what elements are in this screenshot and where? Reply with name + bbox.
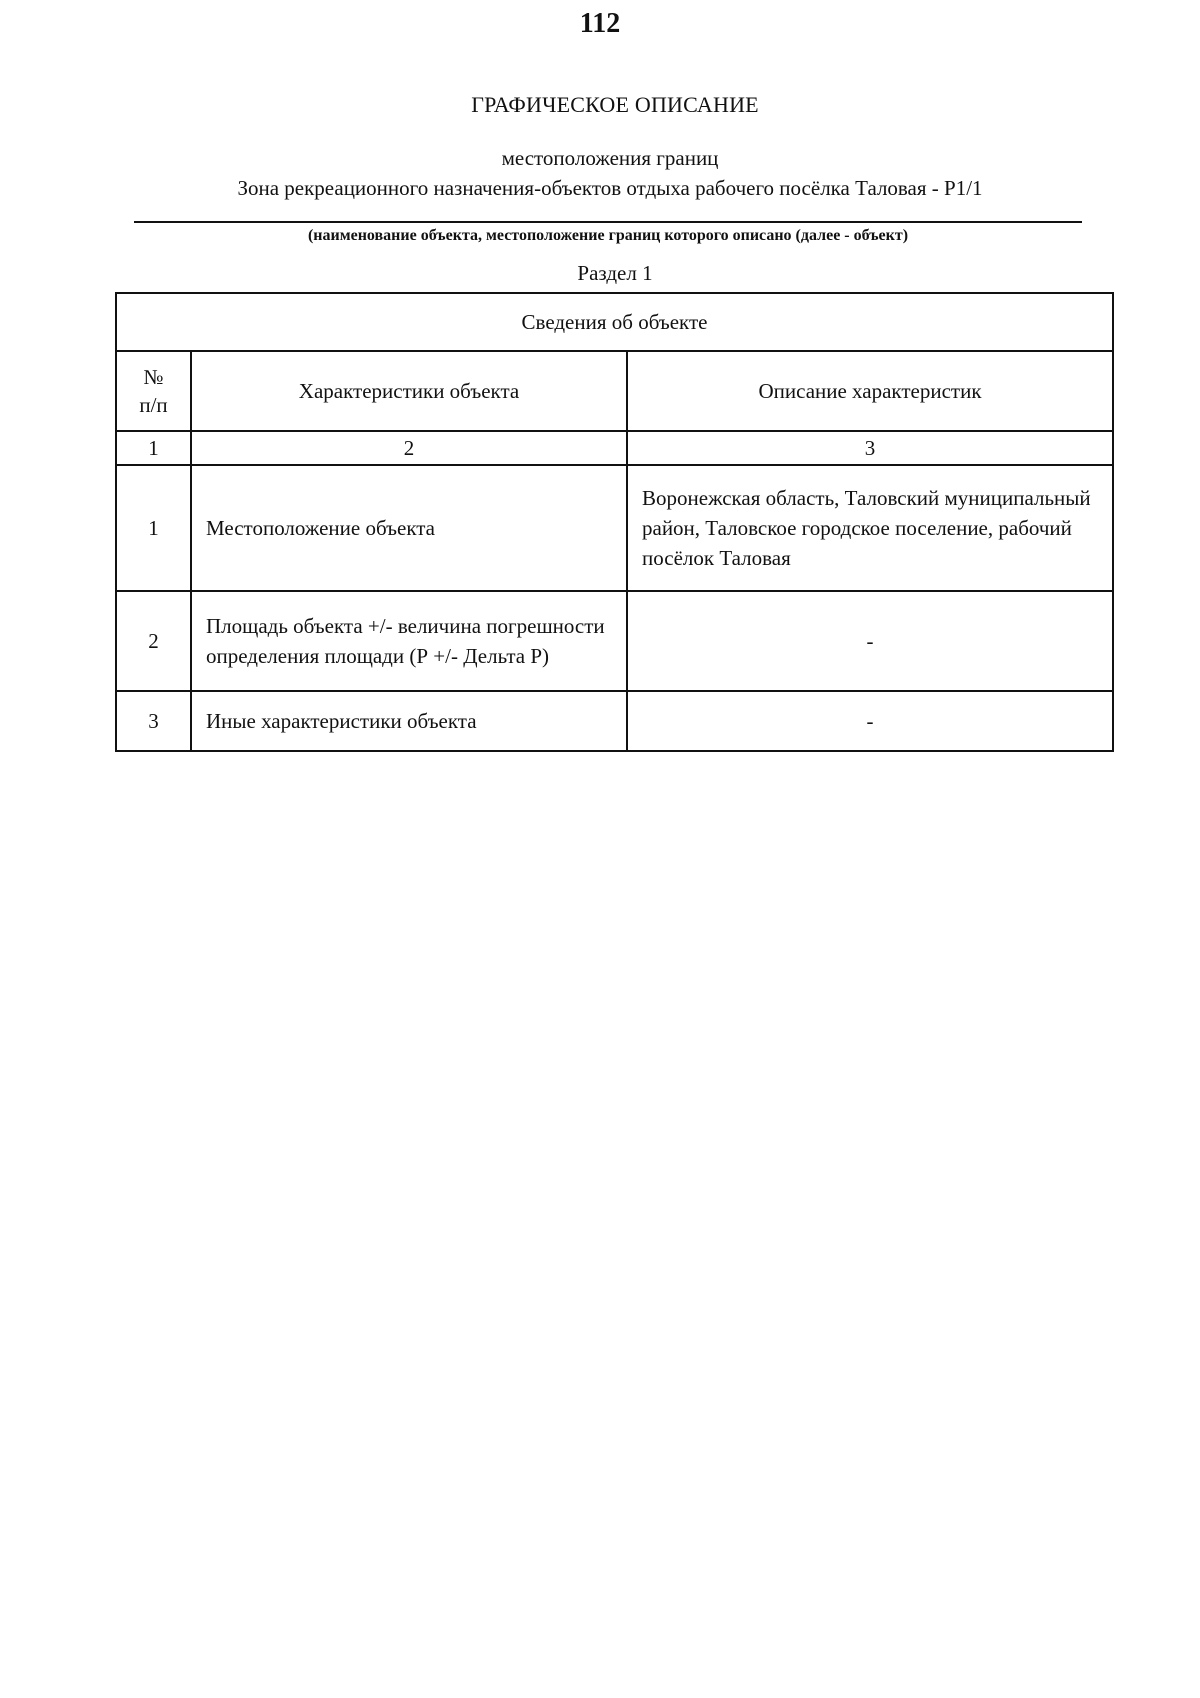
header-characteristics: Характеристики объекта: [191, 351, 627, 431]
header-number-symbol: №: [143, 365, 164, 389]
document-title: ГРАФИЧЕСКОЕ ОПИСАНИЕ: [471, 92, 759, 117]
header-number-abbrev: п/п: [139, 393, 168, 417]
header-number: [116, 351, 191, 431]
table-caption-row: [116, 293, 1113, 351]
table-row: [116, 591, 1113, 691]
object-name-underline: [134, 221, 1082, 223]
object-name: Зона рекреационного назначения-объектов отдыха рабочего посёлка Таловая - Р1/1: [237, 176, 983, 200]
table-row: [116, 465, 1113, 591]
row-number: 3: [116, 691, 191, 751]
header-description: Описание характеристик: [627, 351, 1113, 431]
row-description: -: [627, 691, 1113, 751]
page-number: 112: [579, 8, 621, 39]
table-caption: Сведения об объекте: [116, 293, 1113, 351]
object-info-table: [115, 292, 1114, 752]
row-number: 2: [116, 591, 191, 691]
column-index: 1: [116, 431, 191, 465]
row-characteristic: Иные характеристики объекта: [191, 691, 627, 751]
object-name-caption: (наименование объекта, местоположение границ которого описано (далее - объект): [307, 227, 909, 244]
table-row: [116, 691, 1113, 751]
column-index: 3: [627, 431, 1113, 465]
row-number: 1: [116, 465, 191, 591]
subtitle-line-1: местоположения границ: [501, 146, 719, 170]
row-description: Воронежская область, Таловский муниципальный район, Таловское городское поселение, рабочий посёлок Таловая: [627, 465, 1113, 591]
section-title: Раздел 1: [577, 261, 653, 285]
column-index: 2: [191, 431, 627, 465]
row-characteristic: Площадь объекта +/- величина погрешности определения площади (Р +/- Дельта Р): [191, 591, 627, 691]
row-description: -: [627, 591, 1113, 691]
row-characteristic: Местоположение объекта: [191, 465, 627, 591]
column-index-row: [116, 431, 1113, 465]
table-header-row: [116, 351, 1113, 431]
